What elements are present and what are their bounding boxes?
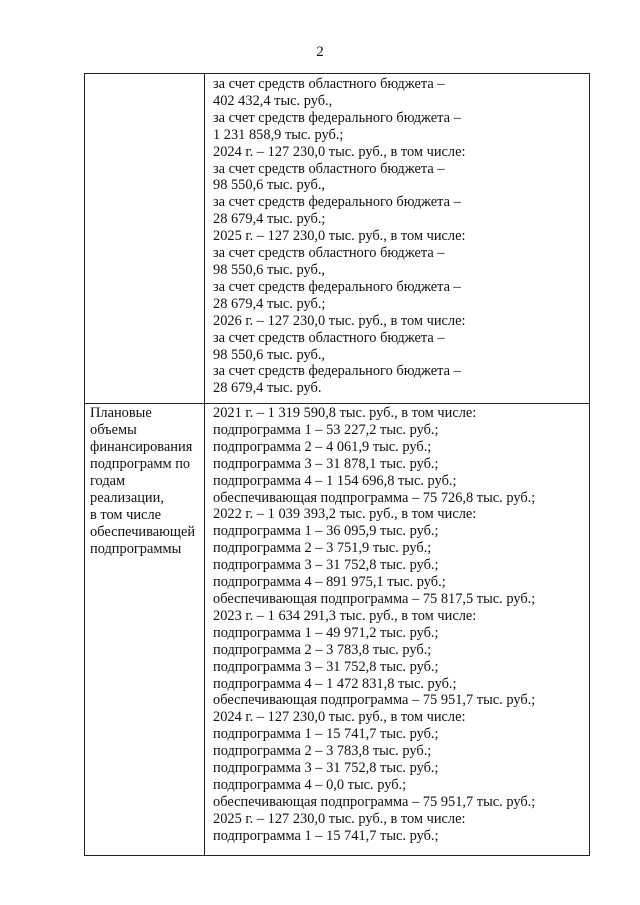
row-label-line: годам [90, 473, 126, 489]
row-label-line: обеспечивающей [90, 524, 196, 540]
row2-value-cell [213, 405, 585, 845]
funding-line: 1 231 858,9 тыс. руб.; [213, 126, 344, 143]
funding-line: 2025 г. – 127 230,0 тыс. руб., в том числе: [213, 810, 466, 827]
funding-line: 402 432,4 тыс. руб., [213, 92, 333, 109]
funding-line: 2025 г. – 127 230,0 тыс. руб., в том числе: [213, 228, 466, 245]
funding-line: 2021 г. – 1 319 590,8 тыс. руб., в том числе: [213, 405, 477, 421]
funding-line: 28 679,4 тыс. руб.; [213, 211, 326, 228]
funding-line: 2024 г. – 127 230,0 тыс. руб., в том числе: [213, 143, 466, 160]
funding-line: за счет средств федерального бюджета – [213, 278, 461, 295]
funding-line: 2023 г. – 1 634 291,3 тыс. руб., в том числе: [213, 607, 477, 624]
funding-line: подпрограмма 2 – 3 783,8 тыс. руб.; [213, 641, 432, 658]
funding-line: за счет средств федерального бюджета – [213, 109, 461, 126]
funding-line: 2024 г. – 127 230,0 тыс. руб., в том числе: [213, 709, 466, 726]
funding-line: подпрограмма 1 – 53 227,2 тыс. руб.; [213, 421, 439, 438]
funding-line: подпрограмма 3 – 31 752,8 тыс. руб.; [213, 760, 439, 777]
funding-line: подпрограмма 3 – 31 752,8 тыс. руб.; [213, 658, 439, 675]
funding-line: 98 550,6 тыс. руб., [213, 177, 326, 194]
row1-value-cell [213, 76, 585, 397]
funding-line: за счет средств областного бюджета – [213, 329, 445, 346]
funding-line: 28 679,4 тыс. руб. [213, 380, 322, 397]
funding-line: за счет средств областного бюджета – [213, 76, 445, 92]
funding-line: 98 550,6 тыс. руб., [213, 261, 326, 278]
funding-line: подпрограмма 1 – 49 971,2 тыс. руб.; [213, 624, 439, 641]
funding-line: подпрограмма 3 – 31 752,8 тыс. руб.; [213, 557, 439, 574]
funding-line: за счет средств областного бюджета – [213, 245, 445, 262]
funding-line: за счет средств областного бюджета – [213, 160, 445, 177]
page-number: 2 [316, 44, 324, 60]
funding-line: 2026 г. – 127 230,0 тыс. руб., в том числе: [213, 312, 466, 329]
row-label-line: в том числе [90, 507, 162, 523]
row-label-line: Плановые [90, 405, 152, 421]
funding-line: подпрограмма 4 – 891 975,1 тыс. руб.; [213, 574, 446, 591]
row-label-line: объемы [90, 422, 137, 438]
funding-line: подпрограмма 4 – 0,0 тыс. руб.; [213, 776, 407, 793]
row-label-line: финансирования [90, 439, 193, 455]
funding-line: подпрограмма 3 – 31 878,1 тыс. руб.; [213, 455, 439, 472]
funding-line: обеспечивающая подпрограмма – 75 951,7 тыс. руб.; [213, 692, 536, 709]
funding-line: 2022 г. – 1 039 393,2 тыс. руб., в том числе: [213, 506, 477, 523]
funding-line: обеспечивающая подпрограмма – 75 817,5 тыс. руб.; [213, 590, 536, 607]
funding-line: за счет средств федерального бюджета – [213, 363, 461, 380]
row-label-line: подпрограммы [90, 541, 182, 557]
funding-line: обеспечивающая подпрограмма – 75 726,8 тыс. руб.; [213, 489, 536, 506]
funding-line: подпрограмма 1 – 15 741,7 тыс. руб.; [213, 726, 439, 743]
funding-line: 98 550,6 тыс. руб., [213, 346, 326, 363]
column-divider [204, 74, 205, 855]
funding-line: подпрограмма 2 – 3 751,9 тыс. руб.; [213, 540, 432, 557]
funding-line: подпрограмма 1 – 15 741,7 тыс. руб.; [213, 827, 439, 844]
funding-line: подпрограмма 4 – 1 472 831,8 тыс. руб.; [213, 675, 457, 692]
row-divider [85, 403, 589, 404]
funding-line: обеспечивающая подпрограмма – 75 951,7 тыс. руб.; [213, 793, 536, 810]
row-label-line: реализации, [90, 490, 164, 506]
funding-line: подпрограмма 2 – 4 061,9 тыс. руб.; [213, 438, 432, 455]
funding-line: за счет средств федерального бюджета – [213, 194, 461, 211]
row2-label-cell [90, 405, 202, 558]
funding-line: подпрограмма 1 – 36 095,9 тыс. руб.; [213, 523, 439, 540]
funding-line: подпрограмма 4 – 1 154 696,8 тыс. руб.; [213, 472, 457, 489]
row-label-line: подпрограмм по [90, 456, 191, 472]
funding-line: подпрограмма 2 – 3 783,8 тыс. руб.; [213, 743, 432, 760]
passport-table [84, 73, 590, 856]
funding-line: 28 679,4 тыс. руб.; [213, 295, 326, 312]
